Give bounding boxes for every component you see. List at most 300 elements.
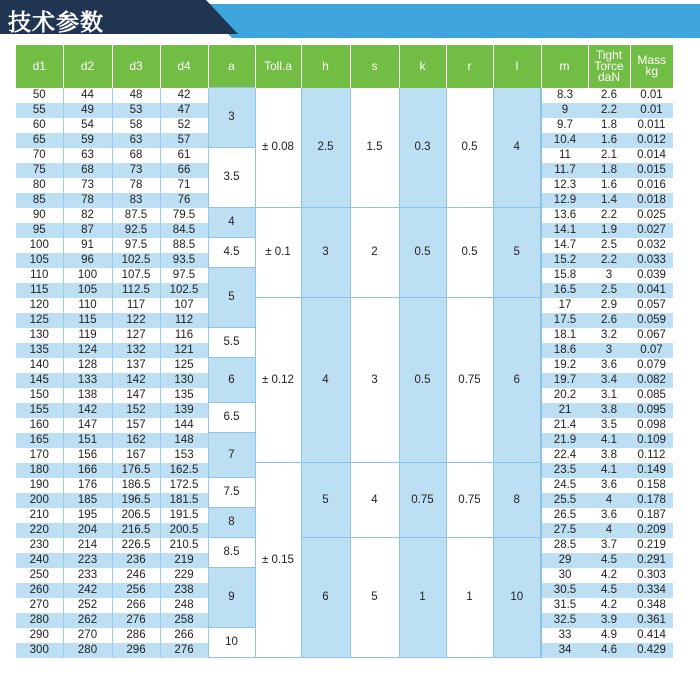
table-cell: 196.5 xyxy=(112,493,160,508)
k-cell: 1 xyxy=(399,538,446,658)
table-cell: 44 xyxy=(63,88,112,103)
a-value-cell: 8.5 xyxy=(208,538,255,568)
table-cell: 142 xyxy=(63,403,112,418)
tight-torce-cell: 4 xyxy=(588,523,630,538)
mass-cell: 0.011 xyxy=(630,118,673,133)
table-cell: 107.5 xyxy=(112,268,160,283)
l-cell: 6 xyxy=(493,298,541,463)
table-cell: 256 xyxy=(112,583,160,598)
column-header: m xyxy=(541,45,588,88)
table-cell: 100 xyxy=(63,268,112,283)
table-cell: 240 xyxy=(16,553,63,568)
mass-cell: 0.158 xyxy=(630,478,673,493)
tight-torce-cell: 4 xyxy=(588,493,630,508)
column-header: h xyxy=(301,45,350,88)
r-cell: 1 xyxy=(446,538,493,658)
tight-torce-cell: 1.4 xyxy=(588,193,630,208)
table-cell: 172.5 xyxy=(160,478,208,493)
m-cell: 23.5 xyxy=(541,463,588,478)
tight-torce-cell: 2.6 xyxy=(588,88,630,103)
m-cell: 26.5 xyxy=(541,508,588,523)
table-cell: 185 xyxy=(63,493,112,508)
mass-cell: 0.07 xyxy=(630,343,673,358)
m-cell: 12.3 xyxy=(541,178,588,193)
mass-cell: 0.149 xyxy=(630,463,673,478)
mass-cell: 0.414 xyxy=(630,628,673,643)
m-cell: 16.5 xyxy=(541,283,588,298)
table-cell: 195 xyxy=(63,508,112,523)
table-cell: 162.5 xyxy=(160,463,208,478)
tight-torce-cell: 4.1 xyxy=(588,433,630,448)
table-cell: 115 xyxy=(16,283,63,298)
l-cell: 4 xyxy=(493,88,541,208)
table-cell: 50 xyxy=(16,88,63,103)
m-cell: 31.5 xyxy=(541,598,588,613)
table-cell: 100 xyxy=(16,238,63,253)
mass-cell: 0.027 xyxy=(630,223,673,238)
table-cell: 132 xyxy=(112,343,160,358)
table-cell: 53 xyxy=(112,103,160,118)
tight-torce-cell: 4.2 xyxy=(588,568,630,583)
table-cell: 71 xyxy=(160,178,208,193)
mass-cell: 0.079 xyxy=(630,358,673,373)
table-cell: 59 xyxy=(63,133,112,148)
table-cell: 79.5 xyxy=(160,208,208,223)
k-cell: 0.75 xyxy=(399,463,446,538)
table-cell: 200 xyxy=(16,493,63,508)
tight-torce-cell: 1.8 xyxy=(588,163,630,178)
tight-torce-cell: 2.6 xyxy=(588,313,630,328)
table-cell: 252 xyxy=(63,598,112,613)
m-cell: 28.5 xyxy=(541,538,588,553)
table-cell: 156 xyxy=(63,448,112,463)
m-cell: 19.2 xyxy=(541,358,588,373)
mass-cell: 0.112 xyxy=(630,448,673,463)
title-banner xyxy=(0,0,700,40)
m-cell: 9.7 xyxy=(541,118,588,133)
table-cell: 248 xyxy=(160,598,208,613)
table-cell: 97.5 xyxy=(160,268,208,283)
table-cell: 58 xyxy=(112,118,160,133)
tight-torce-cell: 4.5 xyxy=(588,583,630,598)
toll-cell: ± 0.08 xyxy=(255,88,301,208)
table-cell: 147 xyxy=(63,418,112,433)
table-cell: 102.5 xyxy=(112,253,160,268)
table-cell: 47 xyxy=(160,103,208,118)
k-cell: 0.5 xyxy=(399,298,446,463)
m-cell: 13.6 xyxy=(541,208,588,223)
table-cell: 128 xyxy=(63,358,112,373)
table-cell: 155 xyxy=(16,403,63,418)
table-cell: 85 xyxy=(16,193,63,208)
a-value-cell: 3 xyxy=(208,88,255,148)
table-cell: 110 xyxy=(63,298,112,313)
table-cell: 162 xyxy=(112,433,160,448)
table-cell: 93.5 xyxy=(160,253,208,268)
column-header: a xyxy=(208,45,255,88)
table-cell: 280 xyxy=(16,613,63,628)
tight-torce-cell: 3.7 xyxy=(588,538,630,553)
mass-cell: 0.059 xyxy=(630,313,673,328)
table-cell: 260 xyxy=(16,583,63,598)
a-value-cell: 7.5 xyxy=(208,478,255,508)
mass-cell: 0.032 xyxy=(630,238,673,253)
table-cell: 152 xyxy=(112,403,160,418)
table-cell: 97.5 xyxy=(112,238,160,253)
table-cell: 220 xyxy=(16,523,63,538)
table-cell: 223 xyxy=(63,553,112,568)
tight-torce-cell: 3.5 xyxy=(588,418,630,433)
table-cell: 219 xyxy=(160,553,208,568)
tight-torce-cell: 1.6 xyxy=(588,178,630,193)
table-cell: 246 xyxy=(112,568,160,583)
toll-cell: ± 0.12 xyxy=(255,298,301,463)
table-cell: 139 xyxy=(160,403,208,418)
tight-torce-cell: 4.6 xyxy=(588,643,630,658)
table-cell: 135 xyxy=(16,343,63,358)
mass-cell: 0.01 xyxy=(630,103,673,118)
table-cell: 87.5 xyxy=(112,208,160,223)
table-cell: 82 xyxy=(63,208,112,223)
tight-torce-cell: 4.1 xyxy=(588,463,630,478)
tight-torce-cell: 4.9 xyxy=(588,628,630,643)
table-cell: 130 xyxy=(16,328,63,343)
table-cell: 87 xyxy=(63,223,112,238)
tight-torce-cell: 3 xyxy=(588,268,630,283)
table-cell: 276 xyxy=(112,613,160,628)
s-cell: 4 xyxy=(350,463,399,538)
mass-cell: 0.041 xyxy=(630,283,673,298)
a-value-cell: 3.5 xyxy=(208,148,255,208)
table-cell: 52 xyxy=(160,118,208,133)
table-cell: 84.5 xyxy=(160,223,208,238)
table-cell: 300 xyxy=(16,643,63,658)
m-cell: 32.5 xyxy=(541,613,588,628)
table-cell: 166 xyxy=(63,463,112,478)
table-cell: 266 xyxy=(160,628,208,643)
table-cell: 125 xyxy=(16,313,63,328)
column-header: d3 xyxy=(112,45,160,88)
table-cell: 204 xyxy=(63,523,112,538)
m-cell: 15.2 xyxy=(541,253,588,268)
table-cell: 95 xyxy=(16,223,63,238)
table-cell: 116 xyxy=(160,328,208,343)
column-header: Mass kg xyxy=(630,45,673,88)
m-cell: 30 xyxy=(541,568,588,583)
h-cell: 5 xyxy=(301,463,350,538)
table-cell: 125 xyxy=(160,358,208,373)
h-cell: 4 xyxy=(301,298,350,463)
table-cell: 176.5 xyxy=(112,463,160,478)
table-cell: 165 xyxy=(16,433,63,448)
m-cell: 17 xyxy=(541,298,588,313)
table-cell: 105 xyxy=(16,253,63,268)
table-cell: 122 xyxy=(112,313,160,328)
mass-cell: 0.012 xyxy=(630,133,673,148)
table-cell: 145 xyxy=(16,373,63,388)
table-cell: 191.5 xyxy=(160,508,208,523)
column-header: Toll.a xyxy=(255,45,301,88)
table-cell: 115 xyxy=(63,313,112,328)
table-cell: 229 xyxy=(160,568,208,583)
table-row xyxy=(16,88,673,103)
table-cell: 135 xyxy=(160,388,208,403)
mass-cell: 0.095 xyxy=(630,403,673,418)
mass-cell: 0.085 xyxy=(630,388,673,403)
table-cell: 270 xyxy=(16,598,63,613)
table-cell: 286 xyxy=(112,628,160,643)
mass-cell: 0.033 xyxy=(630,253,673,268)
table-row xyxy=(16,463,673,478)
tight-torce-cell: 2.9 xyxy=(588,298,630,313)
m-cell: 21.9 xyxy=(541,433,588,448)
table-cell: 42 xyxy=(160,88,208,103)
table-cell: 63 xyxy=(63,148,112,163)
table-cell: 133 xyxy=(63,373,112,388)
table-cell: 80 xyxy=(16,178,63,193)
a-value-cell: 5 xyxy=(208,268,255,328)
tight-torce-cell: 1.6 xyxy=(588,133,630,148)
table-cell: 290 xyxy=(16,628,63,643)
m-cell: 18.1 xyxy=(541,328,588,343)
table-cell: 65 xyxy=(16,133,63,148)
mass-cell: 0.187 xyxy=(630,508,673,523)
mass-cell: 0.025 xyxy=(630,208,673,223)
banner-light-stripe xyxy=(200,4,700,38)
table-cell: 276 xyxy=(160,643,208,658)
table-cell: 130 xyxy=(160,373,208,388)
tight-torce-cell: 3.6 xyxy=(588,478,630,493)
table-cell: 170 xyxy=(16,448,63,463)
table-cell: 48 xyxy=(112,88,160,103)
toll-cell: ± 0.1 xyxy=(255,208,301,298)
tight-torce-cell: 4.2 xyxy=(588,598,630,613)
header-row xyxy=(16,45,673,88)
table-cell: 214 xyxy=(63,538,112,553)
mass-cell: 0.098 xyxy=(630,418,673,433)
table-cell: 121 xyxy=(160,343,208,358)
r-cell: 0.75 xyxy=(446,463,493,538)
column-header: d2 xyxy=(63,45,112,88)
page-title: 技术参数 xyxy=(8,10,104,36)
mass-cell: 0.01 xyxy=(630,88,673,103)
table-cell: 144 xyxy=(160,418,208,433)
table-cell: 92.5 xyxy=(112,223,160,238)
table-cell: 78 xyxy=(63,193,112,208)
table-cell: 266 xyxy=(112,598,160,613)
column-header: d4 xyxy=(160,45,208,88)
table-cell: 233 xyxy=(63,568,112,583)
table-cell: 68 xyxy=(112,148,160,163)
table-cell: 70 xyxy=(16,148,63,163)
table-cell: 83 xyxy=(112,193,160,208)
tight-torce-cell: 3.4 xyxy=(588,373,630,388)
table-cell: 120 xyxy=(16,298,63,313)
table-cell: 66 xyxy=(160,163,208,178)
a-value-cell: 4.5 xyxy=(208,238,255,268)
l-cell: 8 xyxy=(493,463,541,538)
table-cell: 262 xyxy=(63,613,112,628)
l-cell: 10 xyxy=(493,538,541,658)
table-cell: 180 xyxy=(16,463,63,478)
s-cell: 2 xyxy=(350,208,399,298)
tight-torce-cell: 3.8 xyxy=(588,448,630,463)
table-cell: 151 xyxy=(63,433,112,448)
m-cell: 21.4 xyxy=(541,418,588,433)
mass-cell: 0.291 xyxy=(630,553,673,568)
tight-torce-cell: 3.8 xyxy=(588,403,630,418)
mass-cell: 0.429 xyxy=(630,643,673,658)
m-cell: 17.5 xyxy=(541,313,588,328)
toll-cell: ± 0.15 xyxy=(255,463,301,658)
tight-torce-cell: 3.9 xyxy=(588,613,630,628)
m-cell: 14.7 xyxy=(541,238,588,253)
m-cell: 34 xyxy=(541,643,588,658)
m-cell: 30.5 xyxy=(541,583,588,598)
h-cell: 3 xyxy=(301,208,350,298)
table-cell: 148 xyxy=(160,433,208,448)
table-cell: 49 xyxy=(63,103,112,118)
tight-torce-cell: 2.2 xyxy=(588,208,630,223)
mass-cell: 0.348 xyxy=(630,598,673,613)
m-cell: 12.9 xyxy=(541,193,588,208)
h-cell: 2.5 xyxy=(301,88,350,208)
tight-torce-cell: 3.2 xyxy=(588,328,630,343)
table-cell: 112 xyxy=(160,313,208,328)
tight-torce-cell: 4.5 xyxy=(588,553,630,568)
a-value-cell: 8 xyxy=(208,508,255,538)
spec-table xyxy=(16,45,673,658)
table-cell: 54 xyxy=(63,118,112,133)
k-cell: 0.3 xyxy=(399,88,446,208)
table-cell: 270 xyxy=(63,628,112,643)
table-cell: 63 xyxy=(112,133,160,148)
table-cell: 160 xyxy=(16,418,63,433)
table-cell: 137 xyxy=(112,358,160,373)
table-cell: 150 xyxy=(16,388,63,403)
table-cell: 200.5 xyxy=(160,523,208,538)
mass-cell: 0.014 xyxy=(630,148,673,163)
a-value-cell: 4 xyxy=(208,208,255,238)
table-cell: 186.5 xyxy=(112,478,160,493)
mass-cell: 0.015 xyxy=(630,163,673,178)
table-cell: 57 xyxy=(160,133,208,148)
h-cell: 6 xyxy=(301,538,350,658)
table-cell: 147 xyxy=(112,388,160,403)
table-cell: 210.5 xyxy=(160,538,208,553)
table-cell: 107 xyxy=(160,298,208,313)
table-cell: 242 xyxy=(63,583,112,598)
table-cell: 157 xyxy=(112,418,160,433)
tight-torce-cell: 1.9 xyxy=(588,223,630,238)
table-cell: 75 xyxy=(16,163,63,178)
table-row xyxy=(16,538,673,553)
table-cell: 280 xyxy=(63,643,112,658)
table-cell: 105 xyxy=(63,283,112,298)
m-cell: 19.7 xyxy=(541,373,588,388)
table-cell: 60 xyxy=(16,118,63,133)
mass-cell: 0.018 xyxy=(630,193,673,208)
m-cell: 10.4 xyxy=(541,133,588,148)
mass-cell: 0.334 xyxy=(630,583,673,598)
r-cell: 0.75 xyxy=(446,298,493,463)
tight-torce-cell: 2.2 xyxy=(588,253,630,268)
m-cell: 18.6 xyxy=(541,343,588,358)
r-cell: 0.5 xyxy=(446,208,493,298)
mass-cell: 0.361 xyxy=(630,613,673,628)
table-cell: 250 xyxy=(16,568,63,583)
table-cell: 226.5 xyxy=(112,538,160,553)
tight-torce-cell: 2.5 xyxy=(588,283,630,298)
table-cell: 216.5 xyxy=(112,523,160,538)
a-value-cell: 5.5 xyxy=(208,328,255,358)
mass-cell: 0.067 xyxy=(630,328,673,343)
table-cell: 140 xyxy=(16,358,63,373)
m-cell: 21 xyxy=(541,403,588,418)
table-cell: 78 xyxy=(112,178,160,193)
a-value-cell: 10 xyxy=(208,628,255,658)
table-cell: 117 xyxy=(112,298,160,313)
table-cell: 190 xyxy=(16,478,63,493)
m-cell: 20.2 xyxy=(541,388,588,403)
tight-torce-cell: 3 xyxy=(588,343,630,358)
table-cell: 206.5 xyxy=(112,508,160,523)
tight-torce-cell: 1.8 xyxy=(588,118,630,133)
table-cell: 230 xyxy=(16,538,63,553)
a-value-cell: 6.5 xyxy=(208,403,255,433)
m-cell: 25.5 xyxy=(541,493,588,508)
table-cell: 112.5 xyxy=(112,283,160,298)
m-cell: 22.4 xyxy=(541,448,588,463)
m-cell: 27.5 xyxy=(541,523,588,538)
m-cell: 11 xyxy=(541,148,588,163)
mass-cell: 0.219 xyxy=(630,538,673,553)
mass-cell: 0.016 xyxy=(630,178,673,193)
k-cell: 0.5 xyxy=(399,208,446,298)
m-cell: 11.7 xyxy=(541,163,588,178)
m-cell: 8.3 xyxy=(541,88,588,103)
m-cell: 9 xyxy=(541,103,588,118)
table-cell: 119 xyxy=(63,328,112,343)
table-cell: 127 xyxy=(112,328,160,343)
tight-torce-cell: 3.1 xyxy=(588,388,630,403)
table-cell: 153 xyxy=(160,448,208,463)
m-cell: 33 xyxy=(541,628,588,643)
table-row xyxy=(16,298,673,313)
column-header: Tight Torce daN xyxy=(588,45,630,88)
m-cell: 15.8 xyxy=(541,268,588,283)
tight-torce-cell: 2.1 xyxy=(588,148,630,163)
table-cell: 238 xyxy=(160,583,208,598)
s-cell: 3 xyxy=(350,298,399,463)
table-cell: 102.5 xyxy=(160,283,208,298)
mass-cell: 0.209 xyxy=(630,523,673,538)
table-cell: 73 xyxy=(112,163,160,178)
mass-cell: 0.039 xyxy=(630,268,673,283)
column-header: s xyxy=(350,45,399,88)
table-cell: 181.5 xyxy=(160,493,208,508)
s-cell: 5 xyxy=(350,538,399,658)
column-header: r xyxy=(446,45,493,88)
mass-cell: 0.109 xyxy=(630,433,673,448)
column-header: d1 xyxy=(16,45,63,88)
table-cell: 142 xyxy=(112,373,160,388)
m-cell: 29 xyxy=(541,553,588,568)
tight-torce-cell: 3.6 xyxy=(588,508,630,523)
m-cell: 24.5 xyxy=(541,478,588,493)
table-cell: 90 xyxy=(16,208,63,223)
table-row xyxy=(16,208,673,223)
